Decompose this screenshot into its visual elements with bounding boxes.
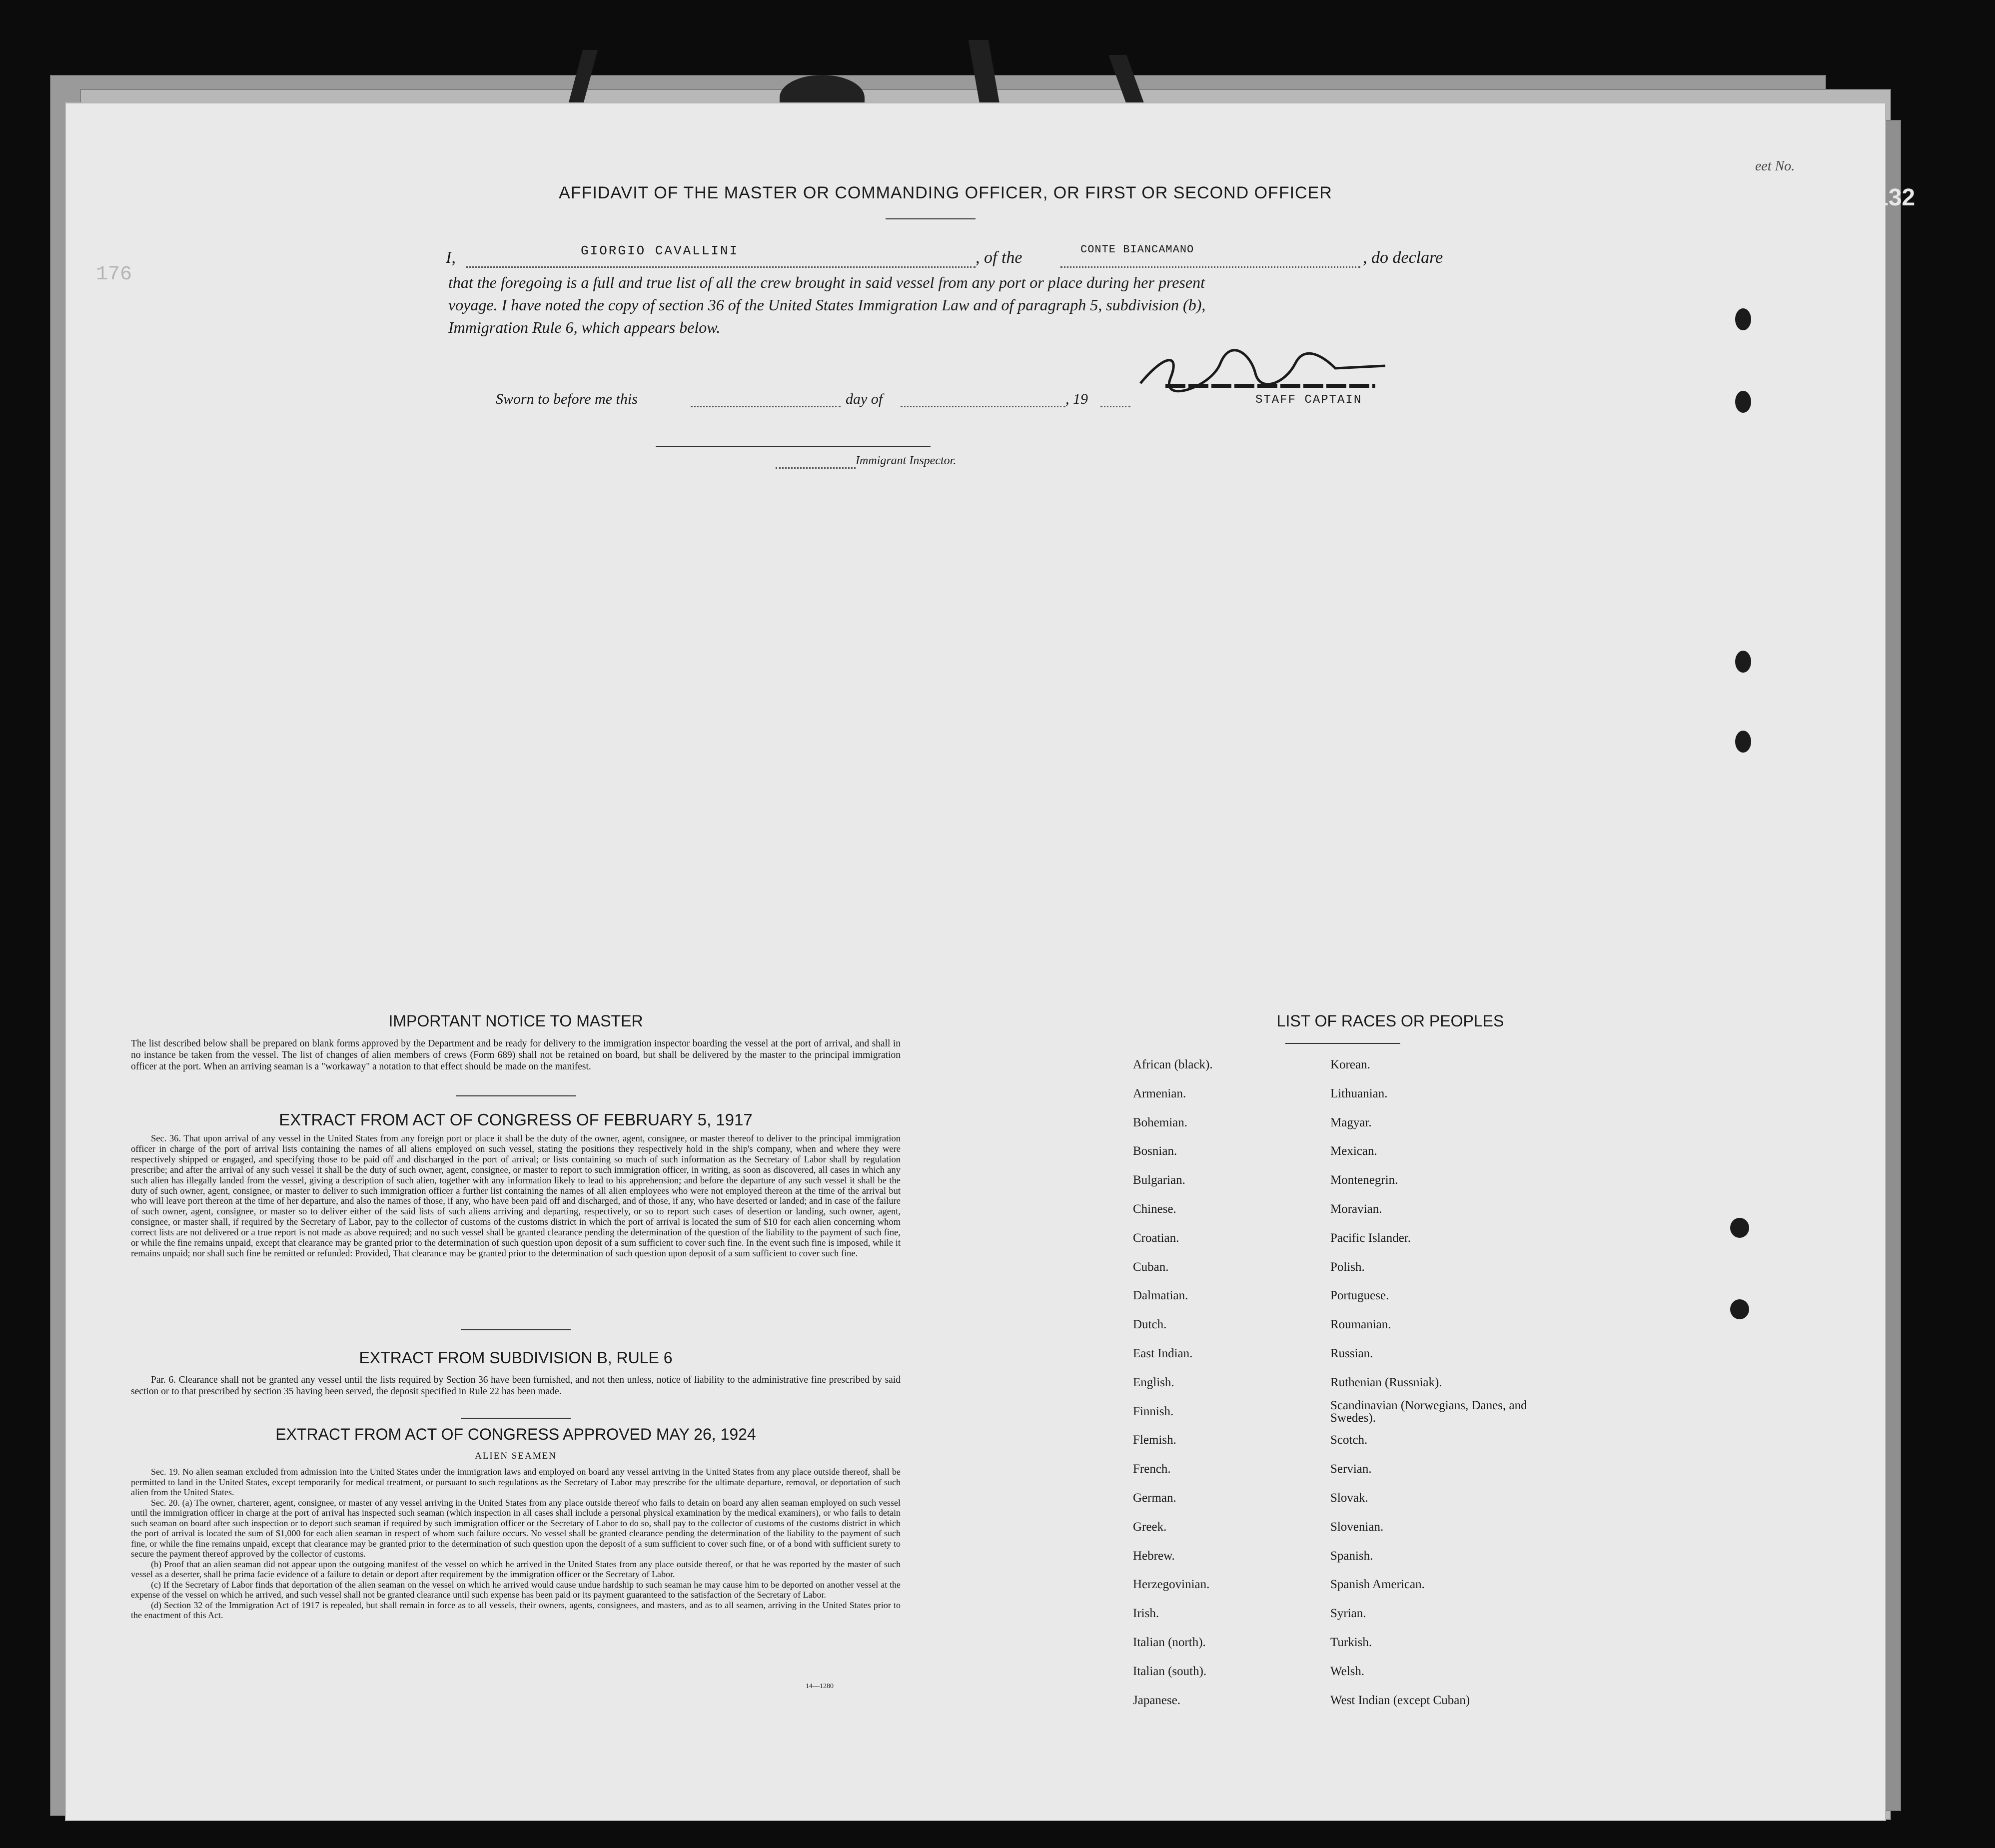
signature-image — [1135, 348, 1395, 393]
rule-6-divider — [461, 1418, 571, 1419]
race-item: Syrian. — [1330, 1607, 1366, 1621]
act-1917-text: Sec. 36. That upon arrival of any vessel in the United States from any foreign port or place it shall be the duty of the owner, agent, consignee, or master thereof to deliver to the principal immigration officer in charge of the port of arrival lists containing the names of all aliens employed on such vessel, stating the positions they respectively hold in the ship's company, when and where they were respectively shipped or engaged, and specifying those to be paid off and discharged in the port of arrival; or lists containing so much of such information as the Secretary of Labor shall by regulation prescribe; and after the arrival of any such vessel it shall be the duty of such owner, agent, consignee, or master to report to such immigration officer, in writing, as soon as discovered, all cases in which any such alien has illegally landed from the vessel, giving a description of such alien, together with any information likely to lead to his apprehension; and before the departure of any such vessel it shall be the duty of such owner, agent, consignee, or master to deliver to such immigration officer a further list containing the names of all alien employees who were not employed thereon at the time of the arrival but who will leave port thereon at the time of her departure, and also the names of those, if any, who have been paid off and discharged, and of those, if any, who have deserted or landed; and in case of the failure of such owner, agent, consignee, or master so to deliver either of the said lists of such aliens arriving and departing, respectively, or so to report such cases of desertion or landing, such owner, agent, consignee, or master shall, if required by the Secretary of Labor, pay to the collector of customs of the customs district in which the port of arrival is located the sum of $10 for each alien concerning whom correct lists are not delivered or a true report is not made as above required; and no such vessel shall be granted clearance pending the determination of the question of the liability to the payment of such fine, or while the fine remains unpaid, except that clearance may be granted prior to the determination of such question upon deposit of a sum sufficient to cover such fine. In the event such fine is imposed, while it remains unpaid; nor shall such fine be remitted or refunded: Provided, That clearance may be granted prior to the determination of such question upon deposit of a sum sufficient to cover such fine. — [131, 1134, 901, 1259]
race-item: Mexican. — [1330, 1144, 1377, 1158]
race-item: Dalmatian. — [1133, 1289, 1188, 1303]
race-item: Welsh. — [1330, 1664, 1365, 1678]
race-item: Turkish. — [1330, 1635, 1372, 1649]
race-item: Italian (south). — [1133, 1664, 1207, 1678]
act-1924-paragraph: (b) Proof that an alien seaman did not appear upon the outgoing manifest of the vessel on which he arrived in the United States from any place outside thereof, or that he was reported by the master of such vessel as a deserter, shall be prima facie evidence of a failure to detain or deport after requirement by the immigration officer or the Secretary of Labor. — [131, 1559, 901, 1579]
form-number: 14—1280 — [806, 1683, 834, 1690]
punch-hole-icon — [1730, 1218, 1749, 1238]
race-item: Japanese. — [1133, 1693, 1181, 1707]
race-item: Roumanian. — [1330, 1318, 1391, 1332]
sworn-year-line — [1100, 406, 1130, 407]
race-item: French. — [1133, 1462, 1171, 1476]
race-item: Korean. — [1330, 1058, 1370, 1071]
race-item: Servian. — [1330, 1462, 1372, 1476]
day-of-label: day of — [846, 391, 883, 407]
race-item: Armenian. — [1133, 1086, 1186, 1100]
affidavit-body-line: Immigration Rule 6, which appears below. — [448, 318, 721, 336]
sworn-label: Sworn to before me this — [496, 391, 638, 407]
race-item: Finnish. — [1133, 1404, 1174, 1418]
race-item: Russian. — [1330, 1346, 1373, 1360]
notice-title: IMPORTANT NOTICE TO MASTER — [388, 1012, 643, 1030]
race-item: Pacific Islander. — [1330, 1231, 1411, 1245]
race-item: Dutch. — [1133, 1318, 1167, 1332]
race-item: Scandinavian (Norwegians, Danes, and Swedes). — [1330, 1398, 1527, 1425]
race-item: Croatian. — [1133, 1231, 1179, 1245]
race-item: Hebrew. — [1133, 1549, 1175, 1563]
inspector-signature-line — [656, 446, 931, 447]
sworn-day-line — [691, 406, 841, 407]
sheet-number-label: eet No. — [1755, 158, 1795, 174]
punch-hole-icon — [1735, 391, 1751, 413]
race-item: Flemish. — [1133, 1433, 1176, 1447]
race-item: Ruthenian (Russniak). — [1330, 1375, 1442, 1389]
punch-hole-icon — [1735, 731, 1751, 753]
act-1924-subtitle: ALIEN SEAMEN — [475, 1451, 557, 1461]
race-item: Greek. — [1133, 1520, 1167, 1534]
bleed-through-text — [516, 448, 1865, 1048]
affidavit-body-line: voyage. I have noted the copy of section 36 of the United States Immigration Law and of paragraph 5, subdivision (b), — [448, 296, 1206, 314]
race-item: English. — [1133, 1375, 1174, 1389]
race-item: Irish. — [1133, 1607, 1159, 1621]
race-item: Montenegrin. — [1330, 1173, 1398, 1187]
race-item: Scotch. — [1330, 1433, 1368, 1447]
act-1924-paragraph: (c) If the Secretary of Labor finds that deportation of the alien seaman on the vessel on which he arrived would cause undue hardship to such seaman he may cause him to be deported on another vessel at the expense of the vessel on which he arrived, and such vessel shall not be granted clearance until such expense has been paid or its payment guaranteed to the satisfaction of the Secretary of Labor. — [131, 1579, 901, 1600]
vessel-name-line — [1060, 266, 1360, 268]
signature-title: STAFF CAPTAIN — [1255, 393, 1362, 407]
race-item: Lithuanian. — [1330, 1086, 1388, 1100]
act-1924-paragraph: (d) Section 32 of the Immigration Act of 1917 is repealed, but shall remain in force as to all vessels, their owners, agents, consignees, and masters, and as to all seamen, arriving in the United States prior to the enactment of this Act. — [131, 1600, 901, 1620]
officer-name-line — [466, 266, 976, 268]
race-item: Bulgarian. — [1133, 1173, 1185, 1187]
of-the-label: , of the — [976, 248, 1022, 267]
race-item: Moravian. — [1330, 1202, 1382, 1216]
races-title: LIST OF RACES OR PEOPLES — [1276, 1012, 1504, 1030]
title-underline — [886, 218, 976, 219]
race-item: East Indian. — [1133, 1346, 1193, 1360]
race-item: Spanish American. — [1330, 1578, 1425, 1592]
punch-hole-icon — [1735, 308, 1751, 330]
race-item: Bohemian. — [1133, 1115, 1188, 1129]
inspector-dotted-line — [776, 467, 856, 469]
officer-name: GIORGIO CAVALLINI — [581, 243, 739, 258]
act-1917-title: EXTRACT FROM ACT OF CONGRESS OF FEBRUARY 5, 1917 — [279, 1110, 753, 1129]
do-declare-label: , do declare — [1363, 248, 1443, 267]
rule-6-title: EXTRACT FROM SUBDIVISION B, RULE 6 — [359, 1349, 673, 1367]
i-label: I, — [446, 248, 456, 267]
notice-divider — [456, 1095, 576, 1096]
race-item: Magyar. — [1330, 1115, 1372, 1129]
race-item: Slovak. — [1330, 1491, 1368, 1505]
race-item: Portuguese. — [1330, 1289, 1389, 1303]
race-item: Spanish. — [1330, 1549, 1373, 1563]
race-item: Italian (north). — [1133, 1635, 1206, 1649]
race-item: Cuban. — [1133, 1260, 1169, 1274]
rule-6-text: Par. 6. Clearance shall not be granted any vessel until the lists required by Section 36 have been furnished, and not then unless, notice of liability to the administrative fine prescribed by said section or to that prescribed by section 35 having been served, the deposit specified in Rule 22 has been made. — [131, 1375, 901, 1397]
race-item: African (black). — [1133, 1058, 1213, 1071]
races-column-1 — [1133, 1050, 1323, 1715]
act-1924-title: EXTRACT FROM ACT OF CONGRESS APPROVED MAY 26, 1924 — [275, 1425, 756, 1443]
act-1924-paragraph: Sec. 20. (a) The owner, charterer, agent, consignee, or master of any vessel arriving in the United States from any place outside thereof who fails to detain on board any alien seaman employed on such vessel until the immigration officer in charge at the port of arrival has inspected such seaman (which inspection in all cases shall include a personal physical examination by the medical examiners), or who fails to detain such seaman on board after such inspection or to deport such seaman if required by such immigration officer or the Secretary of Labor to do so, shall pay to the collector of customs of the customs district in which the port of arrival is located the sum of $1,000 for each alien seaman in respect of whom such failure occurs. No vessel shall be granted clearance pending the determination of the liability to the payment of such fine, or while the fine remains unpaid, except that clearance may be granted prior to the determination of such question upon the deposit of a sum sufficient to cover such fine, or of a bond with sufficient surety to secure the payment thereof approved by the collector of customs. — [131, 1497, 901, 1559]
races-underline — [1285, 1043, 1400, 1044]
race-item: Chinese. — [1133, 1202, 1176, 1216]
race-item: West Indian (except Cuban) — [1330, 1693, 1470, 1707]
affidavit-title: AFFIDAVIT OF THE MASTER OR COMMANDING OFFICER, OR FIRST OR SECOND OFFICER — [559, 183, 1332, 202]
act-1924-paragraph: Sec. 19. No alien seaman excluded from admission into the United States under the immigration laws and employed on board any vessel arriving in the United States from any place outside thereof, shall be permitted to land in the United States, except temporarily for medical treatment, or pursuant to such regulations as the Secretary of Labor may prescribe for the ultimate departure, removal, or deportation of such alien from the United States. — [131, 1467, 901, 1497]
faint-number: 176 — [96, 263, 132, 286]
punch-hole-icon — [1735, 651, 1751, 673]
act-1917-divider — [461, 1329, 571, 1330]
race-item: German. — [1133, 1491, 1176, 1505]
inspector-label: Immigrant Inspector. — [856, 454, 957, 467]
vessel-name: CONTE BIANCAMANO — [1080, 243, 1194, 256]
race-item: Bosnian. — [1133, 1144, 1177, 1158]
affidavit-body-line: that the foregoing is a full and true list of all the crew brought in said vessel from any port or place during her present — [448, 273, 1205, 291]
punch-hole-icon — [1730, 1299, 1749, 1319]
race-item: Slovenian. — [1330, 1520, 1384, 1534]
race-item: Herzegovinian. — [1133, 1578, 1210, 1592]
act-1924-body — [131, 1467, 901, 1621]
year-label: , 19 — [1065, 391, 1088, 407]
race-item: Polish. — [1330, 1260, 1365, 1274]
notice-text: The list described below shall be prepared on blank forms approved by the Department and be ready for delivery to the immigration inspector boarding the vessel at the port of arrival, and shall in no instance be taken from the vessel. The list of changes of alien members of crews (Form 689) shall not be retained on board, but shall be delivered by the master to the principal immigration officer at the port. When an arriving seaman is a "workaway" a notation to that effect should be made on the manifest. — [131, 1038, 901, 1072]
page-number: 132 — [1875, 184, 1916, 211]
document-page — [65, 102, 1886, 1821]
races-column-2 — [1330, 1050, 1550, 1715]
sworn-month-line — [901, 406, 1065, 407]
